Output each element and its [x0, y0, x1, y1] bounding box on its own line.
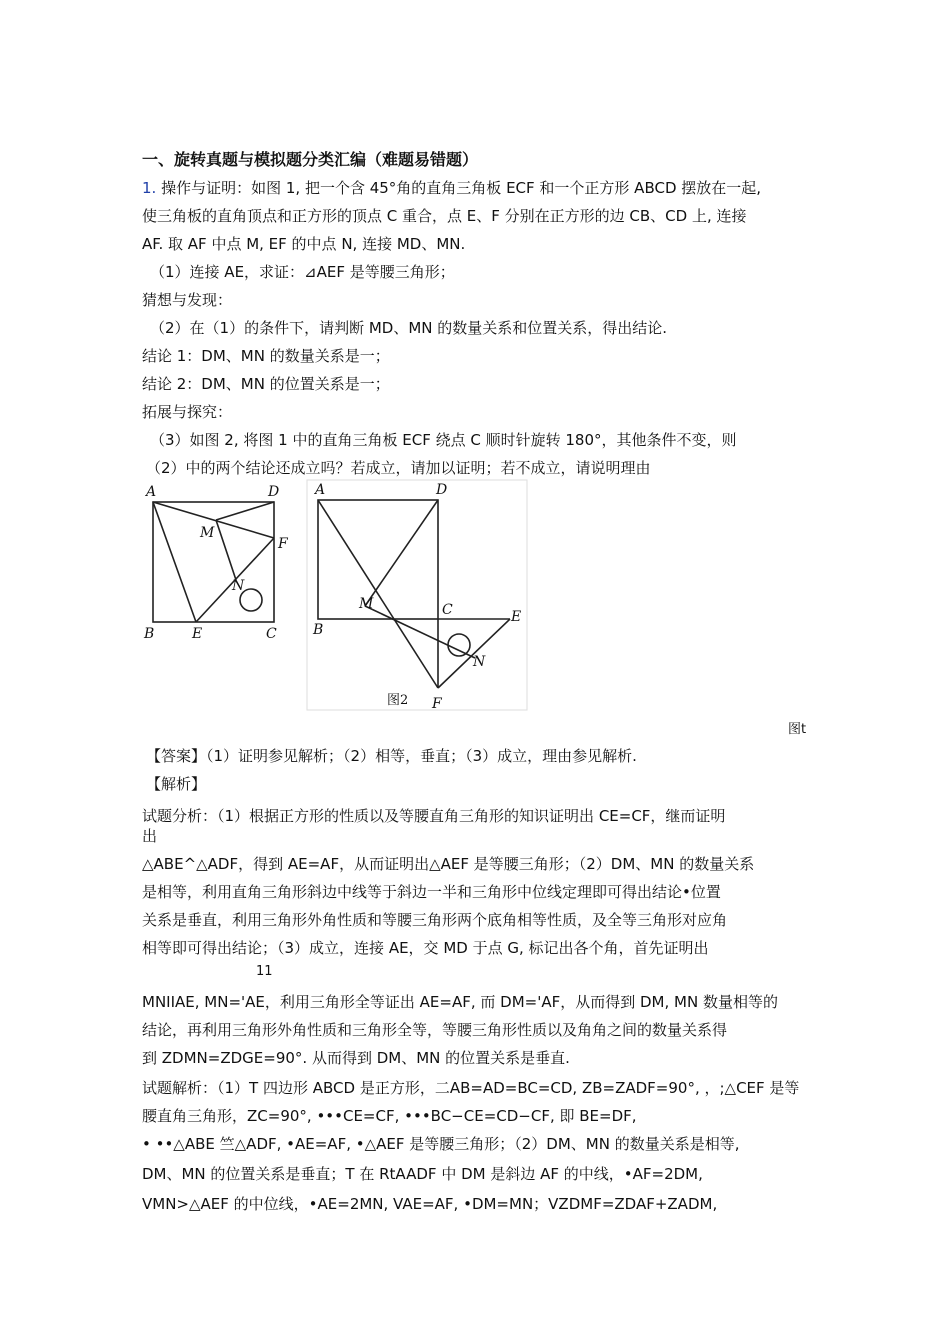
fig2-label-b: B [313, 622, 324, 638]
fig1-label-e: E [192, 626, 203, 642]
figure-2 [305, 478, 530, 713]
figure-1 [140, 480, 300, 645]
question-line-3: AF. 取 AF 中点 M, EF 的中点 N, 连接 MD、MN. [142, 235, 466, 253]
fig1-label-f: F [278, 536, 288, 552]
conclusion-1: 结论 1：DM、MN 的数量关系是一； [142, 347, 390, 365]
fig2-line-dm [365, 500, 438, 606]
explanation-heading: 【解析】 [146, 775, 207, 793]
analysis-line-4: 是相等，利用直角三角形斜边中线等于斜边一半和三角形中位线定理即可得出结论•位置 [142, 883, 721, 901]
fig1-label-a: A [146, 484, 157, 500]
question-part-1: （1）连接 AE，求证：⊿AEF 是等腰三角形； [150, 263, 455, 281]
fig1-label-m: M [200, 525, 215, 541]
fig2-circle [448, 634, 470, 656]
fig2-frame [307, 480, 527, 710]
fig1-line-md [216, 502, 274, 520]
analysis2-line-5: 腰直角三角形，ZC=90°, •••CE=CF, •••BC−CE=CD−CF, 即 BE=DF, [142, 1107, 637, 1125]
analysis-line-5: 关系是垂直，利用三角形外角性质和等腰三角形两个底角相等性质，及全等三角形对应角 [142, 911, 728, 929]
fig2-line-af [318, 500, 438, 688]
analysis2-line-4: 试题解析：（1）T 四边形 ABCD 是正方形，二AB=AD=BC=CD, ZB=ZADF=90°, ，;△CEF 是等 [142, 1079, 800, 1097]
fig2-label-m: M [359, 596, 374, 612]
fig2-label-d: D [436, 482, 448, 498]
extension-heading: 拓展与探究： [142, 403, 233, 421]
conclusion-2: 结论 2：DM、MN 的位置关系是一； [142, 375, 390, 393]
fig1-line-ae [153, 502, 196, 622]
fig2-caption: 图2 [387, 693, 409, 708]
fig2-line-mn [365, 606, 475, 658]
analysis2-line-7: DM、MN 的位置关系是垂直；T 在 RtAADF 中 DM 是斜边 AF 的中线，•AF=2DM, [142, 1165, 703, 1183]
fig2-label-e: E [511, 609, 522, 625]
fig2-label-n: N [473, 654, 486, 670]
fraction-note: 11 [256, 964, 273, 979]
question-part-2: （2）在（1）的条件下，请判断 MD、MN 的数量关系和位置关系，得出结论. [150, 319, 668, 337]
analysis2-line-6: • ••△ABE 竺△ADF, •AE=AF, •△AEF 是等腰三角形；（2）DM、MN 的数量关系是相等, [142, 1135, 740, 1153]
analysis-line-2: 出 [142, 827, 158, 845]
answer-line: 【答案】（1）证明参见解析；（2）相等，垂直；（3）成立，理由参见解析. [146, 747, 637, 765]
figure-note: 图t [788, 722, 807, 737]
fig2-label-f: F [432, 696, 442, 712]
analysis2-line-8: VMN>△AEF 的中位线，•AE=2MN, VAE=AF, •DM=MN；VZDMF=ZDAF+ZADM, [142, 1195, 718, 1213]
fig1-label-b: B [144, 626, 155, 642]
fig2-square [318, 500, 438, 619]
analysis2-line-1: MNIIAE, MN='AE，利用三角形全等证出 AE=AF, 而 DM='AF，从而得到 DM, MN 数量相等的 [142, 993, 778, 1011]
question-text: 操作与证明：如图 1, 把一个含 45°角的直角三角板 ECF 和一个正方形 ABCD 摆放在一起, [161, 179, 762, 197]
fig1-line-mn [216, 520, 236, 580]
question-line-2: 使三角板的直角顶点和正方形的顶点 C 重合，点 E、F 分别在正方形的边 CB、CD 上, 连接 [142, 207, 747, 225]
guess-heading: 猜想与发现： [142, 291, 233, 309]
fig2-label-c: C [442, 602, 453, 618]
analysis-line-1: 试题分析：（1）根据正方形的性质以及等腰直角三角形的知识证明出 CE=CF，继而证明 [142, 807, 726, 825]
question-line-1 [142, 178, 761, 198]
question-number: 1. [142, 179, 157, 197]
fig2-label-a: A [315, 482, 326, 498]
analysis2-line-3: 到 ZDMN=ZDGE=90°. 从而得到 DM、MN 的位置关系是垂直. [142, 1049, 570, 1067]
fig1-label-n: N [232, 578, 245, 594]
analysis-line-6: 相等即可得出结论；（3）成立，连接 AE，交 MD 于点 G, 标记出各个角，首先证明出 [142, 939, 709, 957]
question-part-3-cont: （2）中的两个结论还成立吗？若成立，请加以证明；若不成立，请说明理由 [146, 459, 651, 477]
analysis2-line-2: 结论，再利用三角形外角性质和三角形全等，等腰三角形性质以及角角之间的数量关系得 [142, 1021, 728, 1039]
fig1-label-d: D [268, 484, 280, 500]
question-part-3: （3）如图 2, 将图 1 中的直角三角板 ECF 绕点 C 顺时针旋转 180°，其他条件不变，则 [150, 431, 737, 449]
analysis-line-3: △ABE^△ADF，得到 AE=AF，从而证明出△AEF 是等腰三角形；（2）DM、MN 的数量关系 [142, 855, 755, 873]
section-header: 一、旋转真题与模拟题分类汇编（难题易错题） [142, 150, 479, 169]
fig1-label-c: C [266, 626, 277, 642]
